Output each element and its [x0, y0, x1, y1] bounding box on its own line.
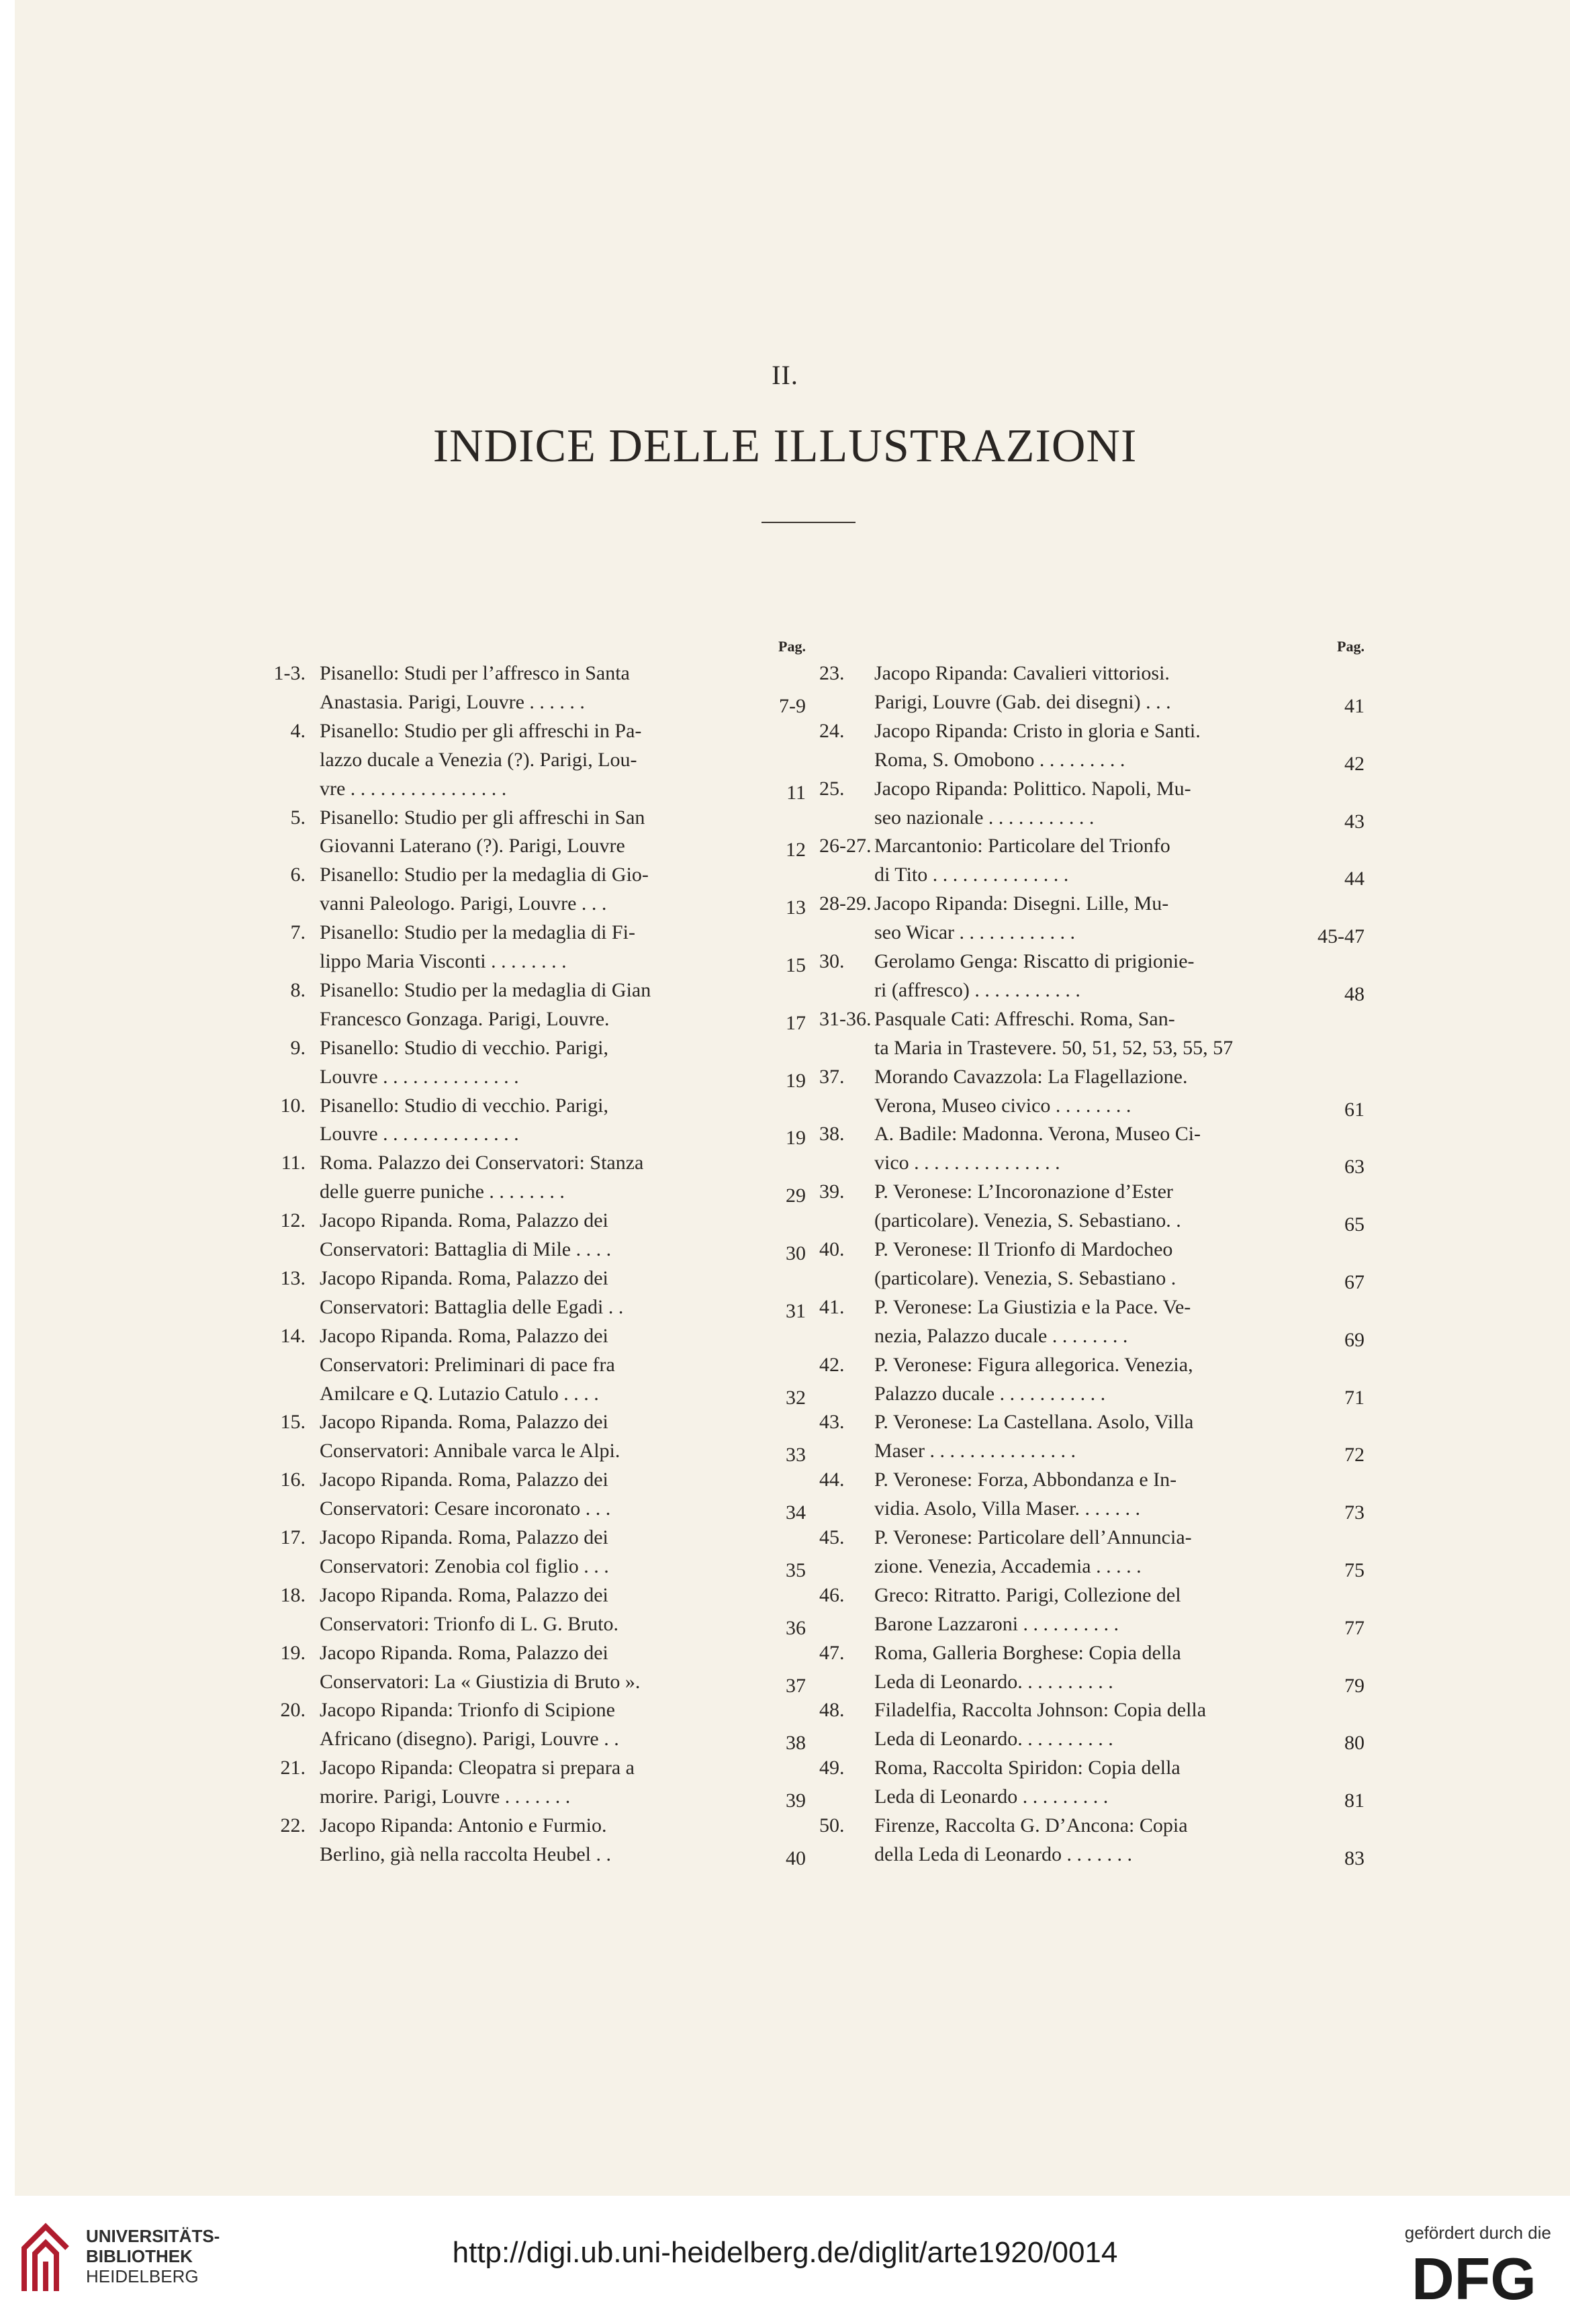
- entry-text-line: Roma, S. Omobono . . . . . . . . .: [874, 748, 1125, 771]
- entry-text-line: Roma, Raccolta Spiridon: Copia della: [874, 1757, 1181, 1779]
- entry-page-number: 38: [786, 1732, 806, 1755]
- entry-number: 8.: [290, 978, 306, 1001]
- entry-page-number: 29: [786, 1184, 806, 1207]
- entry-page-number: 71: [1344, 1386, 1365, 1409]
- dfg-logo-text: DFG: [1412, 2251, 1536, 2306]
- permalink-url[interactable]: http://digi.ub.uni-heidelberg.de/diglit/arte1920/0014: [452, 2236, 1118, 2269]
- entry-text-line: Barone Lazzaroni . . . . . . . . . .: [874, 1612, 1119, 1635]
- entry-page-number: 33: [786, 1444, 806, 1467]
- entry-page-number: 69: [1344, 1328, 1365, 1351]
- page-title: INDICE DELLE ILLUSTRAZIONI: [432, 420, 1138, 472]
- entry-page-number: 63: [1344, 1156, 1365, 1178]
- entry-text-line: vidia. Asolo, Villa Maser. . . . . . .: [874, 1497, 1140, 1520]
- entry-text-line: Jacopo Ripanda: Trionfo di Scipione: [320, 1699, 615, 1722]
- entry-page-number: 19: [786, 1069, 806, 1092]
- library-line-1: UNIVERSITÄTS-: [86, 2226, 220, 2246]
- entry-text-line: Pasquale Cati: Affreschi. Roma, San-: [874, 1007, 1175, 1030]
- entry-number: 18.: [280, 1583, 306, 1606]
- entry-number: 48.: [819, 1699, 845, 1722]
- entry-text-line: Jacopo Ripanda: Cleopatra si prepara a: [320, 1757, 635, 1779]
- entry-page-number: 48: [1344, 982, 1365, 1005]
- entry-number: 28-29.: [819, 892, 872, 915]
- entry-number: 49.: [819, 1757, 845, 1779]
- entry-page-number: 34: [786, 1501, 806, 1524]
- entry-page-number: 65: [1344, 1213, 1365, 1236]
- entry-text-line: Francesco Gonzaga. Parigi, Louvre.: [320, 1007, 610, 1030]
- entry-number: 20.: [280, 1699, 306, 1722]
- entry-page-number: 75: [1344, 1559, 1365, 1581]
- entry-page-number: 44: [1344, 868, 1365, 890]
- entry-text-line: morire. Parigi, Louvre . . . . . . .: [320, 1785, 571, 1808]
- entry-text-line: Conservatori: Trionfo di L. G. Bruto.: [320, 1612, 619, 1635]
- entry-text-line: Pisanello: Studio di vecchio. Parigi,: [320, 1094, 608, 1117]
- entry-text-line: vico . . . . . . . . . . . . . . .: [874, 1152, 1060, 1174]
- entry-number: 16.: [280, 1469, 306, 1491]
- entry-text-line: Amilcare e Q. Lutazio Catulo . . . .: [320, 1382, 599, 1405]
- left-pag-heading: Pag.: [778, 638, 806, 655]
- entry-number: 46.: [819, 1583, 845, 1606]
- entry-page-number: 67: [1344, 1270, 1365, 1293]
- entry-page-number: 11: [786, 781, 806, 804]
- entry-text-line: P. Veronese: Forza, Abbondanza e In-: [874, 1469, 1177, 1491]
- entry-text-line: Pisanello: Studio di vecchio. Parigi,: [320, 1036, 608, 1059]
- entry-text-line: Filadelfia, Raccolta Johnson: Copia della: [874, 1699, 1207, 1722]
- entry-text-line: Roma. Palazzo dei Conservatori: Stanza: [320, 1152, 644, 1174]
- entry-number: 39.: [819, 1180, 845, 1203]
- entry-number: 7.: [290, 921, 306, 944]
- entry-page-number: 80: [1344, 1732, 1365, 1755]
- entry-number: 26-27.: [819, 835, 872, 857]
- entry-text-line: Jacopo Ripanda: Antonio e Furmio.: [320, 1814, 607, 1837]
- entry-page-number: 31: [786, 1299, 806, 1322]
- entry-text-line: zione. Venezia, Accademia . . . . .: [874, 1554, 1142, 1577]
- entry-text-line: Pisanello: Studio per gli affreschi in Pa-: [320, 719, 642, 742]
- entry-text-line: Giovanni Laterano (?). Parigi, Louvre: [320, 835, 625, 857]
- entry-text-line: Marcantonio: Particolare del Trionfo: [874, 835, 1170, 857]
- entry-number: 30.: [819, 950, 845, 972]
- entry-text-line: P. Veronese: La Giustizia e la Pace. Ve-: [874, 1295, 1191, 1318]
- entry-text-line: Berlino, già nella raccolta Heubel . .: [320, 1843, 611, 1865]
- entry-number: 45.: [819, 1526, 845, 1548]
- entry-number: 4.: [290, 719, 306, 742]
- entry-text-line: Conservatori: Preliminari di pace fra: [320, 1353, 615, 1376]
- entry-text-line: ri (affresco) . . . . . . . . . . .: [874, 978, 1080, 1001]
- entry-text-line: Verona, Museo civico . . . . . . . .: [874, 1094, 1132, 1117]
- entry-text-line: Pisanello: Studio per la medaglia di Gian: [320, 978, 651, 1001]
- entry-text-line: Louvre . . . . . . . . . . . . . .: [320, 1123, 519, 1146]
- entry-number: 5.: [290, 806, 306, 829]
- entry-text-line: Jacopo Ripanda. Roma, Palazzo dei: [320, 1583, 608, 1606]
- entry-number: 47.: [819, 1641, 845, 1664]
- entry-page-number: 32: [786, 1386, 806, 1409]
- entry-number: 43.: [819, 1411, 845, 1434]
- entry-text-line: nezia, Palazzo ducale . . . . . . . .: [874, 1324, 1128, 1347]
- entry-text-line: Jacopo Ripanda. Roma, Palazzo dei: [320, 1526, 608, 1548]
- entry-text-line: delle guerre puniche . . . . . . . .: [320, 1180, 565, 1203]
- entry-page-number: 36: [786, 1616, 806, 1639]
- entry-text-line: Conservatori: Zenobia col figlio . . .: [320, 1554, 609, 1577]
- entry-page-number: 41: [1344, 694, 1365, 717]
- entry-page-number: 43: [1344, 810, 1365, 833]
- entry-page-number: 19: [786, 1127, 806, 1150]
- entry-text-line: Anastasia. Parigi, Louvre . . . . . .: [320, 690, 585, 713]
- entry-text-line: Maser . . . . . . . . . . . . . . .: [874, 1440, 1076, 1462]
- entry-number: 44.: [819, 1469, 845, 1491]
- entry-text-line: Roma, Galleria Borghese: Copia della: [874, 1641, 1181, 1664]
- entry-page-number: 39: [786, 1790, 806, 1812]
- entry-number: 42.: [819, 1353, 845, 1376]
- entry-text-line: Jacopo Ripanda. Roma, Palazzo dei: [320, 1209, 608, 1232]
- entry-text-line: vanni Paleologo. Parigi, Louvre . . .: [320, 892, 607, 915]
- entry-page-number: 13: [786, 896, 806, 919]
- entry-page-number: 61: [1344, 1098, 1365, 1121]
- entry-page-number: 35: [786, 1559, 806, 1581]
- entry-number: 6.: [290, 864, 306, 886]
- entry-number: 41.: [819, 1295, 845, 1318]
- entry-text-line: Palazzo ducale . . . . . . . . . . .: [874, 1382, 1106, 1405]
- entry-text-line: P. Veronese: L’Incoronazione d’Ester: [874, 1180, 1173, 1203]
- right-pag-heading: Pag.: [1337, 638, 1365, 655]
- right-column: [819, 638, 1365, 1887]
- library-line-3: HEIDELBERG: [86, 2266, 199, 2286]
- entry-page-number: 30: [786, 1242, 806, 1264]
- entry-number: 50.: [819, 1814, 845, 1837]
- entry-text-line: Pisanello: Studio per gli affreschi in San: [320, 806, 645, 829]
- entry-text-line: Conservatori: Cesare incoronato . . .: [320, 1497, 611, 1520]
- entry-text-line: Jacopo Ripanda. Roma, Palazzo dei: [320, 1266, 608, 1289]
- entry-text-line: P. Veronese: Particolare dell’Annuncia-: [874, 1526, 1192, 1548]
- entry-text-line: Conservatori: Battaglia delle Egadi . .: [320, 1295, 624, 1318]
- entry-page-number: 40: [786, 1847, 806, 1869]
- entry-number: 22.: [280, 1814, 306, 1837]
- entry-text-line: (particolare). Venezia, S. Sebastiano .: [874, 1266, 1176, 1289]
- entry-number: 11.: [281, 1152, 306, 1174]
- entry-number: 15.: [280, 1411, 306, 1434]
- entry-number: 13.: [280, 1266, 306, 1289]
- entry-text-line: Conservatori: Battaglia di Mile . . . .: [320, 1238, 612, 1260]
- dfg-logo-icon: [1397, 2251, 1551, 2306]
- entry-number: 1-3.: [273, 662, 306, 684]
- entry-number: 40.: [819, 1238, 845, 1260]
- entry-text-line: Greco: Ritratto. Parigi, Collezione del: [874, 1583, 1181, 1606]
- entry-page-number: 45-47: [1318, 925, 1365, 948]
- entry-number: 38.: [819, 1123, 845, 1146]
- entry-page-number: 42: [1344, 752, 1365, 775]
- entry-text-line: seo Wicar . . . . . . . . . . . .: [874, 921, 1076, 944]
- entry-text-line: Jacopo Ripanda: Cavalieri vittoriosi.: [874, 662, 1170, 684]
- entry-text-line: Jacopo Ripanda. Roma, Palazzo dei: [320, 1411, 608, 1434]
- entry-text-line: Gerolamo Genga: Riscatto di prigionie-: [874, 950, 1195, 972]
- entry-text-line: Jacopo Ripanda. Roma, Palazzo dei: [320, 1324, 608, 1347]
- entry-text-line: seo nazionale . . . . . . . . . . .: [874, 806, 1095, 829]
- entry-number: 31-36.: [819, 1007, 872, 1030]
- entry-number: 10.: [280, 1094, 306, 1117]
- entry-number: 25.: [819, 777, 845, 800]
- entry-number: 19.: [280, 1641, 306, 1664]
- entry-text-line: P. Veronese: La Castellana. Asolo, Villa: [874, 1411, 1194, 1434]
- entry-page-number: 17: [786, 1011, 806, 1034]
- entry-page-number: 73: [1344, 1501, 1365, 1524]
- entry-text-line: lippo Maria Visconti . . . . . . . .: [320, 950, 567, 972]
- entry-text-line: della Leda di Leonardo . . . . . . .: [874, 1843, 1133, 1865]
- entry-page-number: 72: [1344, 1444, 1365, 1467]
- entry-text-line: Africano (disegno). Parigi, Louvre . .: [320, 1728, 619, 1751]
- entry-text-line: vre . . . . . . . . . . . . . . . .: [320, 777, 507, 800]
- entry-number: 23.: [819, 662, 845, 684]
- entry-number: 24.: [819, 719, 845, 742]
- entry-text-line: Parigi, Louvre (Gab. dei disegni) . . .: [874, 690, 1171, 713]
- entry-text-line: Leda di Leonardo. . . . . . . . . .: [874, 1728, 1113, 1751]
- entry-page-number: 77: [1344, 1616, 1365, 1639]
- entry-text-line: Jacopo Ripanda. Roma, Palazzo dei: [320, 1641, 608, 1664]
- entry-text-line: Conservatori: La « Giustizia di Bruto ».: [320, 1670, 641, 1693]
- entry-text-line: Pisanello: Studio per la medaglia di Fi-: [320, 921, 635, 944]
- entry-number: 21.: [280, 1757, 306, 1779]
- entry-text-line: Jacopo Ripanda: Polittico. Napoli, Mu-: [874, 777, 1191, 800]
- title-rule: [761, 522, 856, 523]
- entry-text-line: Morando Cavazzola: La Flagellazione.: [874, 1065, 1188, 1088]
- entry-text-line: Pisanello: Studio per la medaglia di Gio-: [320, 864, 649, 886]
- entry-page-number: 79: [1344, 1674, 1365, 1697]
- entry-number: 37.: [819, 1065, 845, 1088]
- entry-text-line: Firenze, Raccolta G. D’Ancona: Copia: [874, 1814, 1188, 1837]
- entry-text-line: Conservatori: Annibale varca le Alpi.: [320, 1440, 620, 1462]
- entry-number: 14.: [280, 1324, 306, 1347]
- entry-number: 17.: [280, 1526, 306, 1548]
- library-line-2: BIBLIOTHEK: [86, 2246, 193, 2266]
- entry-text-line: di Tito . . . . . . . . . . . . . .: [874, 864, 1069, 886]
- entry-text-line: P. Veronese: Il Trionfo di Mardocheo: [874, 1238, 1173, 1260]
- entry-text-line: Jacopo Ripanda: Disegni. Lille, Mu-: [874, 892, 1169, 915]
- entry-text-line: Jacopo Ripanda: Cristo in gloria e Santi.: [874, 719, 1201, 742]
- entry-text-line: Leda di Leonardo. . . . . . . . . .: [874, 1670, 1113, 1693]
- entry-text-line: (particolare). Venezia, S. Sebastiano. .: [874, 1209, 1181, 1232]
- entry-number: 9.: [290, 1036, 306, 1059]
- entry-page-number: 7-9: [779, 694, 806, 717]
- entry-page-number: 81: [1344, 1790, 1365, 1812]
- entry-page-number: 12: [786, 839, 806, 862]
- entry-text-line: Jacopo Ripanda. Roma, Palazzo dei: [320, 1469, 608, 1491]
- entry-text-line: Pisanello: Studi per l’affresco in Santa: [320, 662, 630, 684]
- funding-label: gefördert durch die: [1404, 2223, 1551, 2243]
- entry-text-line: ta Maria in Trastevere. 50, 51, 52, 53, 55, 57: [874, 1036, 1234, 1059]
- entry-number: 12.: [280, 1209, 306, 1232]
- section-number: II.: [772, 360, 798, 390]
- left-column: [216, 638, 806, 1887]
- entry-text-line: lazzo ducale a Venezia (?). Parigi, Lou-: [320, 748, 637, 771]
- entry-page-number: 37: [786, 1674, 806, 1697]
- entry-text-line: P. Veronese: Figura allegorica. Venezia,: [874, 1353, 1193, 1376]
- entry-text-line: Louvre . . . . . . . . . . . . . .: [320, 1065, 519, 1088]
- entry-page-number: 15: [786, 954, 806, 976]
- entry-page-number: 83: [1344, 1847, 1365, 1869]
- entry-text-line: Leda di Leonardo . . . . . . . . .: [874, 1785, 1109, 1808]
- entry-text-line: A. Badile: Madonna. Verona, Museo Ci-: [874, 1123, 1201, 1146]
